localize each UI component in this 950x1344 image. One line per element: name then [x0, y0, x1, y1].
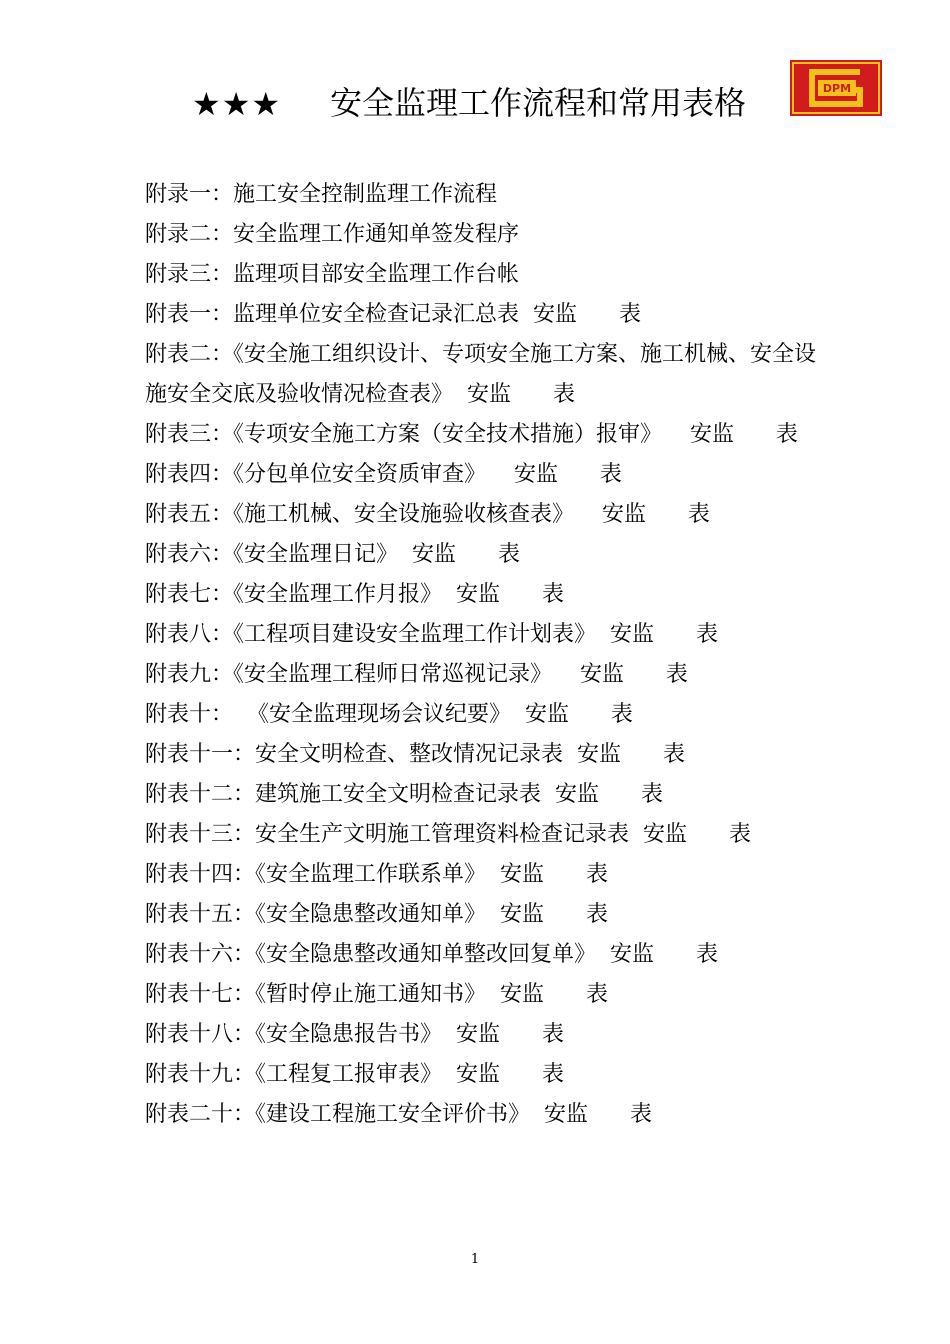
list-item: 附表四：《分包单位安全资质审查》 安监 表 — [145, 462, 622, 487]
list-item: 附表十四：《安全监理工作联系单》 安监 表 — [145, 862, 608, 887]
list-item: 附表一：监理单位安全检查记录汇总表 安监 表 — [145, 302, 641, 327]
list-item: 附表三：《专项安全施工方案（安全技术措施）报审》 安监 表 — [145, 422, 798, 447]
list-item: 附表十三：安全生产文明施工管理资料检查记录表 安监 表 — [145, 822, 751, 847]
list-item: 附表十二：建筑施工安全文明检查记录表 安监 表 — [145, 782, 663, 807]
svg-text:DPM: DPM — [822, 82, 852, 95]
appendix-list — [145, 175, 845, 1135]
list-item: 附表二：《安全施工组织设计、专项安全施工方案、施工机械、安全设 — [145, 342, 817, 367]
list-item: 附表十一：安全文明检查、整改情况记录表 安监 表 — [145, 742, 685, 767]
list-item: 施安全交底及验收情况检查表》 安监 表 — [145, 382, 575, 407]
list-item: 附表八：《工程项目建设安全监理工作计划表》 安监 表 — [145, 622, 718, 647]
list-item: 附表十七：《暂时停止施工通知书》 安监 表 — [145, 982, 608, 1007]
list-item: 附表十六：《安全隐患整改通知单整改回复单》 安监 表 — [145, 942, 718, 967]
list-item: 附录二：安全监理工作通知单签发程序 — [145, 222, 520, 247]
list-item: 附表九：《安全监理工程师日常巡视记录》 安监 表 — [145, 662, 688, 687]
list-item: 附表七：《安全监理工作月报》 安监 表 — [145, 582, 564, 607]
list-item: 附录三：监理项目部安全监理工作台帐 — [145, 262, 520, 287]
list-item: 附表十： 《安全监理现场会议纪要》 安监 表 — [145, 702, 633, 727]
list-item: 附录一：施工安全控制监理工作流程 — [145, 182, 498, 207]
list-item: 附表十九：《工程复工报审表》 安监 表 — [145, 1062, 564, 1087]
page-title: 安全监理工作流程和常用表格 — [330, 84, 747, 122]
title-row — [0, 78, 950, 128]
list-item: 附表二十：《建设工程施工安全评价书》 安监 表 — [145, 1102, 652, 1127]
star-icons: ★★★ — [192, 85, 282, 123]
cqpm-logo — [790, 60, 882, 116]
list-item: 附表十八：《安全隐患报告书》 安监 表 — [145, 1022, 564, 1047]
page-number: 1 — [470, 1252, 480, 1267]
list-item: 附表十五：《安全隐患整改通知单》 安监 表 — [145, 902, 608, 927]
list-item: 附表六：《安全监理日记》 安监 表 — [145, 542, 520, 567]
list-item: 附表五：《施工机械、安全设施验收核查表》 安监 表 — [145, 502, 710, 527]
